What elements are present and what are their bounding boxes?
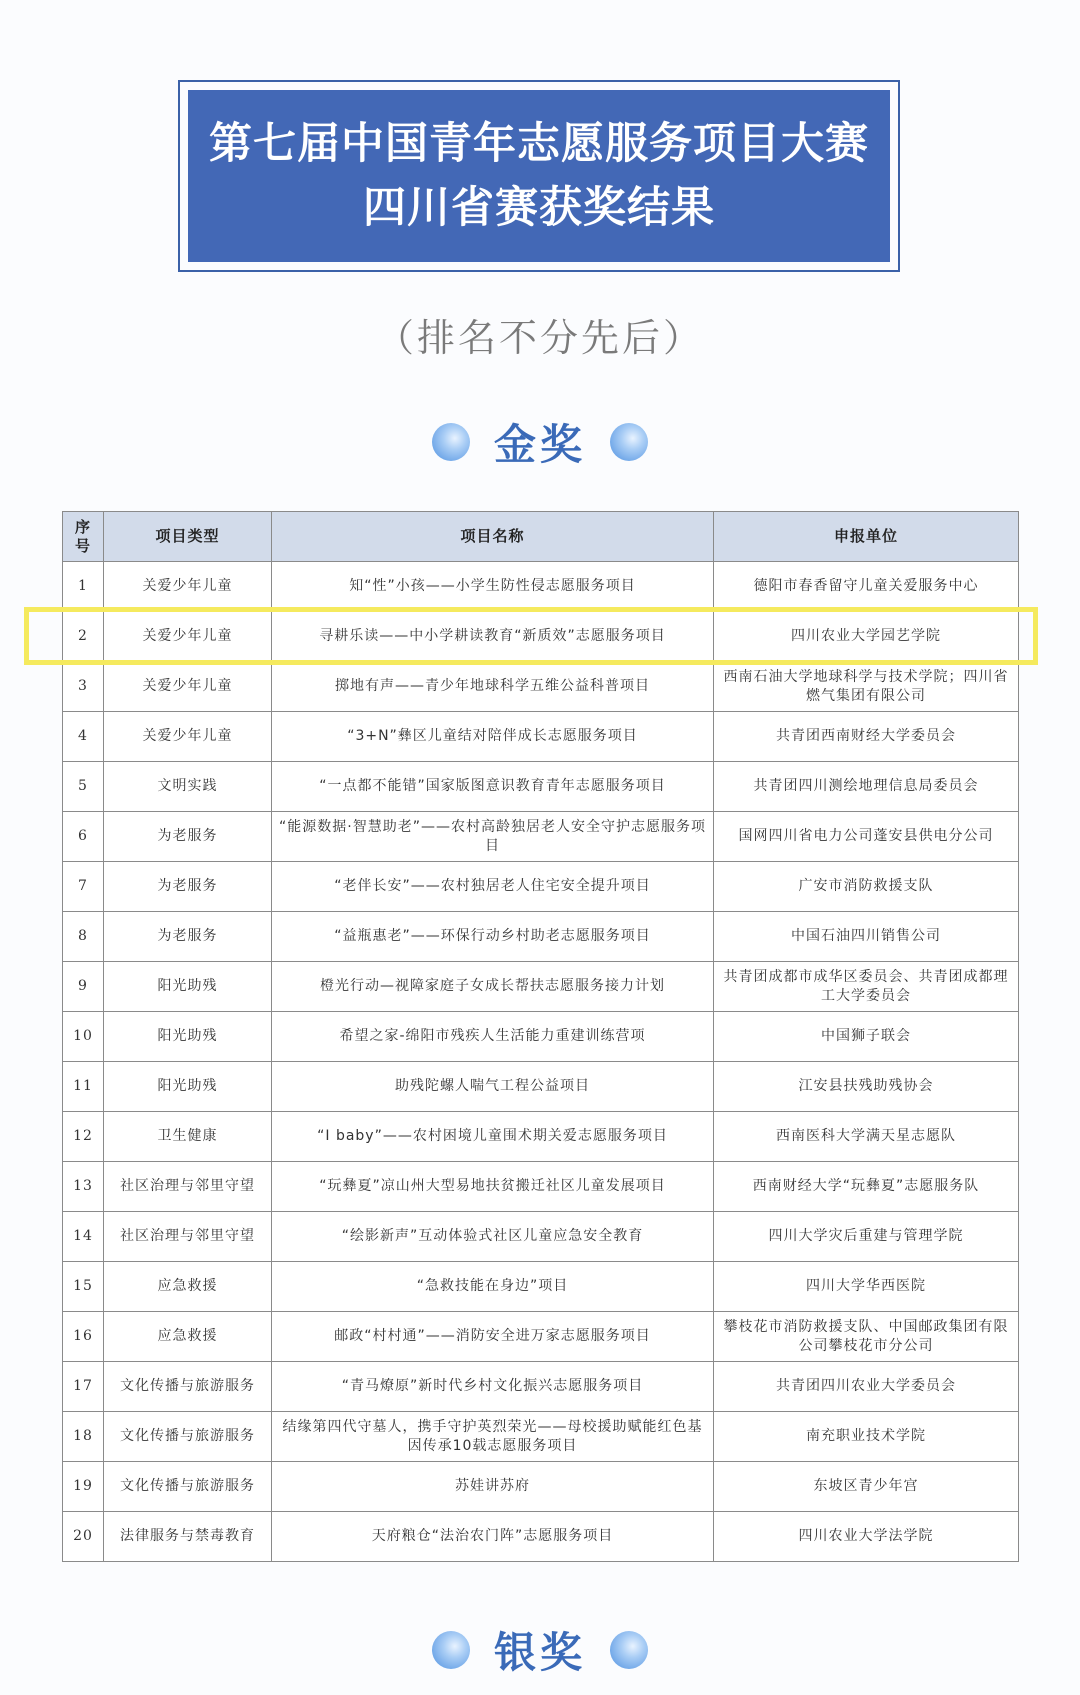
col-header-number: 序号 bbox=[63, 512, 104, 562]
cell-type: 文明实践 bbox=[104, 762, 272, 812]
gold-award-heading bbox=[0, 412, 1080, 472]
gold-award-label: 金奖 bbox=[493, 420, 586, 469]
table-row bbox=[63, 662, 1019, 712]
cell-unit: 西南医科大学满天星志愿队 bbox=[714, 1112, 1019, 1162]
cell-project-name: 掷地有声——青少年地球科学五维公益科普项目 bbox=[272, 662, 714, 712]
cell-unit: 国网四川省电力公司蓬安县供电分公司 bbox=[714, 812, 1019, 862]
title-line-1: 第七届中国青年志愿服务项目大赛 bbox=[209, 119, 869, 169]
cell-project-name: “玩彝夏”凉山州大型易地扶贫搬迁社区儿童发展项目 bbox=[272, 1162, 714, 1212]
cell-project-name: 结缘第四代守墓人，携手守护英烈荣光——母校援助赋能红色基因传承10载志愿服务项目 bbox=[272, 1412, 714, 1462]
cell-project-name: “益瓶惠老”——环保行动乡村助老志愿服务项目 bbox=[272, 912, 714, 962]
cell-number: 12 bbox=[63, 1112, 104, 1162]
cell-type: 为老服务 bbox=[104, 812, 272, 862]
cell-unit: 共青团四川测绘地理信息局委员会 bbox=[714, 762, 1019, 812]
cell-project-name: 寻耕乐读——中小学耕读教育“新质效”志愿服务项目 bbox=[272, 612, 714, 662]
title-banner bbox=[178, 80, 900, 272]
cell-type: 关爱少年儿童 bbox=[104, 662, 272, 712]
cell-unit: 东坡区青少年宫 bbox=[714, 1462, 1019, 1512]
cell-project-name: “青马燎原”新时代乡村文化振兴志愿服务项目 bbox=[272, 1362, 714, 1412]
table-row bbox=[63, 1162, 1019, 1212]
cell-type: 社区治理与邻里守望 bbox=[104, 1162, 272, 1212]
table-body bbox=[63, 562, 1019, 1562]
table-row bbox=[63, 862, 1019, 912]
cell-number: 5 bbox=[63, 762, 104, 812]
cell-project-name: 邮政“村村通”——消防安全进万家志愿服务项目 bbox=[272, 1312, 714, 1362]
cell-unit: 中国石油四川销售公司 bbox=[714, 912, 1019, 962]
cell-unit: 四川农业大学园艺学院 bbox=[714, 612, 1019, 662]
cell-type: 法律服务与禁毒教育 bbox=[104, 1512, 272, 1562]
cell-number: 13 bbox=[63, 1162, 104, 1212]
cell-project-name: “3+N”彝区儿童结对陪伴成长志愿服务项目 bbox=[272, 712, 714, 762]
cell-unit: 共青团西南财经大学委员会 bbox=[714, 712, 1019, 762]
cell-type: 应急救援 bbox=[104, 1312, 272, 1362]
table-row bbox=[63, 712, 1019, 762]
table-row bbox=[63, 1512, 1019, 1562]
cell-unit: 西南石油大学地球科学与技术学院；四川省燃气集团有限公司 bbox=[714, 662, 1019, 712]
cell-number: 20 bbox=[63, 1512, 104, 1562]
table-row bbox=[63, 812, 1019, 862]
cell-type: 阳光助残 bbox=[104, 1012, 272, 1062]
table-row bbox=[63, 1012, 1019, 1062]
table-row bbox=[63, 562, 1019, 612]
bubble-dot-icon bbox=[432, 1631, 470, 1669]
cell-unit: 四川农业大学法学院 bbox=[714, 1512, 1019, 1562]
table-row bbox=[63, 762, 1019, 812]
cell-number: 10 bbox=[63, 1012, 104, 1062]
cell-type: 为老服务 bbox=[104, 862, 272, 912]
cell-project-name: “急救技能在身边”项目 bbox=[272, 1262, 714, 1312]
cell-project-name: 希望之家-绵阳市残疾人生活能力重建训练营项 bbox=[272, 1012, 714, 1062]
col-header-name: 项目名称 bbox=[272, 512, 714, 562]
cell-project-name: 橙光行动—视障家庭子女成长帮扶志愿服务接力计划 bbox=[272, 962, 714, 1012]
cell-project-name: “能源数据·智慧助老”——农村高龄独居老人安全守护志愿服务项目 bbox=[272, 812, 714, 862]
cell-number: 3 bbox=[63, 662, 104, 712]
cell-unit: 共青团成都市成华区委员会、共青团成都理工大学委员会 bbox=[714, 962, 1019, 1012]
cell-unit: 南充职业技术学院 bbox=[714, 1412, 1019, 1462]
title-line-2: 四川省赛获奖结果 bbox=[363, 183, 715, 233]
cell-project-name: “I baby”——农村困境儿童围术期关爱志愿服务项目 bbox=[272, 1112, 714, 1162]
cell-number: 8 bbox=[63, 912, 104, 962]
table-row bbox=[63, 912, 1019, 962]
table-row bbox=[63, 612, 1019, 662]
bubble-dot-icon bbox=[432, 423, 470, 461]
cell-number: 6 bbox=[63, 812, 104, 862]
cell-type: 关爱少年儿童 bbox=[104, 612, 272, 662]
table-row bbox=[63, 1262, 1019, 1312]
cell-project-name: “一点都不能错”国家版图意识教育青年志愿服务项目 bbox=[272, 762, 714, 812]
table-row bbox=[63, 1412, 1019, 1462]
cell-unit: 江安县扶残助残协会 bbox=[714, 1062, 1019, 1112]
cell-number: 1 bbox=[63, 562, 104, 612]
cell-number: 19 bbox=[63, 1462, 104, 1512]
cell-unit: 德阳市春香留守儿童关爱服务中心 bbox=[714, 562, 1019, 612]
cell-number: 4 bbox=[63, 712, 104, 762]
cell-type: 阳光助残 bbox=[104, 1062, 272, 1112]
cell-project-name: 助残陀螺人喘气工程公益项目 bbox=[272, 1062, 714, 1112]
cell-type: 文化传播与旅游服务 bbox=[104, 1412, 272, 1462]
cell-type: 卫生健康 bbox=[104, 1112, 272, 1162]
cell-number: 7 bbox=[63, 862, 104, 912]
silver-award-label: 银奖 bbox=[493, 1628, 586, 1677]
table-row bbox=[63, 1362, 1019, 1412]
cell-number: 18 bbox=[63, 1412, 104, 1462]
cell-type: 关爱少年儿童 bbox=[104, 712, 272, 762]
table-row bbox=[63, 1312, 1019, 1362]
table-row bbox=[63, 1212, 1019, 1262]
cell-number: 17 bbox=[63, 1362, 104, 1412]
cell-unit: 广安市消防救援支队 bbox=[714, 862, 1019, 912]
cell-project-name: 天府粮仓“法治农门阵”志愿服务项目 bbox=[272, 1512, 714, 1562]
col-header-type: 项目类型 bbox=[104, 512, 272, 562]
table-row bbox=[63, 1112, 1019, 1162]
cell-type: 为老服务 bbox=[104, 912, 272, 962]
table-row bbox=[63, 1062, 1019, 1112]
cell-unit: 四川大学华西医院 bbox=[714, 1262, 1019, 1312]
silver-award-heading bbox=[0, 1620, 1080, 1680]
table-row bbox=[63, 962, 1019, 1012]
ranking-note: （排名不分先后） bbox=[375, 316, 704, 360]
cell-number: 9 bbox=[63, 962, 104, 1012]
cell-type: 文化传播与旅游服务 bbox=[104, 1362, 272, 1412]
cell-type: 关爱少年儿童 bbox=[104, 562, 272, 612]
table-header-row bbox=[63, 512, 1019, 562]
cell-type: 应急救援 bbox=[104, 1262, 272, 1312]
cell-number: 15 bbox=[63, 1262, 104, 1312]
cell-unit: 四川大学灾后重建与管理学院 bbox=[714, 1212, 1019, 1262]
cell-type: 阳光助残 bbox=[104, 962, 272, 1012]
cell-number: 14 bbox=[63, 1212, 104, 1262]
cell-number: 11 bbox=[63, 1062, 104, 1112]
gold-award-table bbox=[62, 511, 1019, 1562]
bubble-dot-icon bbox=[610, 423, 648, 461]
cell-unit: 西南财经大学“玩彝夏”志愿服务队 bbox=[714, 1162, 1019, 1212]
cell-number: 16 bbox=[63, 1312, 104, 1362]
cell-type: 文化传播与旅游服务 bbox=[104, 1462, 272, 1512]
cell-number: 2 bbox=[63, 612, 104, 662]
cell-project-name: 知“性”小孩——小学生防性侵志愿服务项目 bbox=[272, 562, 714, 612]
table-row bbox=[63, 1462, 1019, 1512]
cell-unit: 共青团四川农业大学委员会 bbox=[714, 1362, 1019, 1412]
cell-unit: 中国狮子联会 bbox=[714, 1012, 1019, 1062]
cell-project-name: 苏娃讲苏府 bbox=[272, 1462, 714, 1512]
cell-project-name: “老伴长安”——农村独居老人住宅安全提升项目 bbox=[272, 862, 714, 912]
cell-project-name: “绘影新声”互动体验式社区儿童应急安全教育 bbox=[272, 1212, 714, 1262]
col-header-unit: 申报单位 bbox=[714, 512, 1019, 562]
title-banner-inner bbox=[188, 90, 890, 262]
bubble-dot-icon bbox=[610, 1631, 648, 1669]
cell-type: 社区治理与邻里守望 bbox=[104, 1212, 272, 1262]
cell-unit: 攀枝花市消防救援支队、中国邮政集团有限公司攀枝花市分公司 bbox=[714, 1312, 1019, 1362]
